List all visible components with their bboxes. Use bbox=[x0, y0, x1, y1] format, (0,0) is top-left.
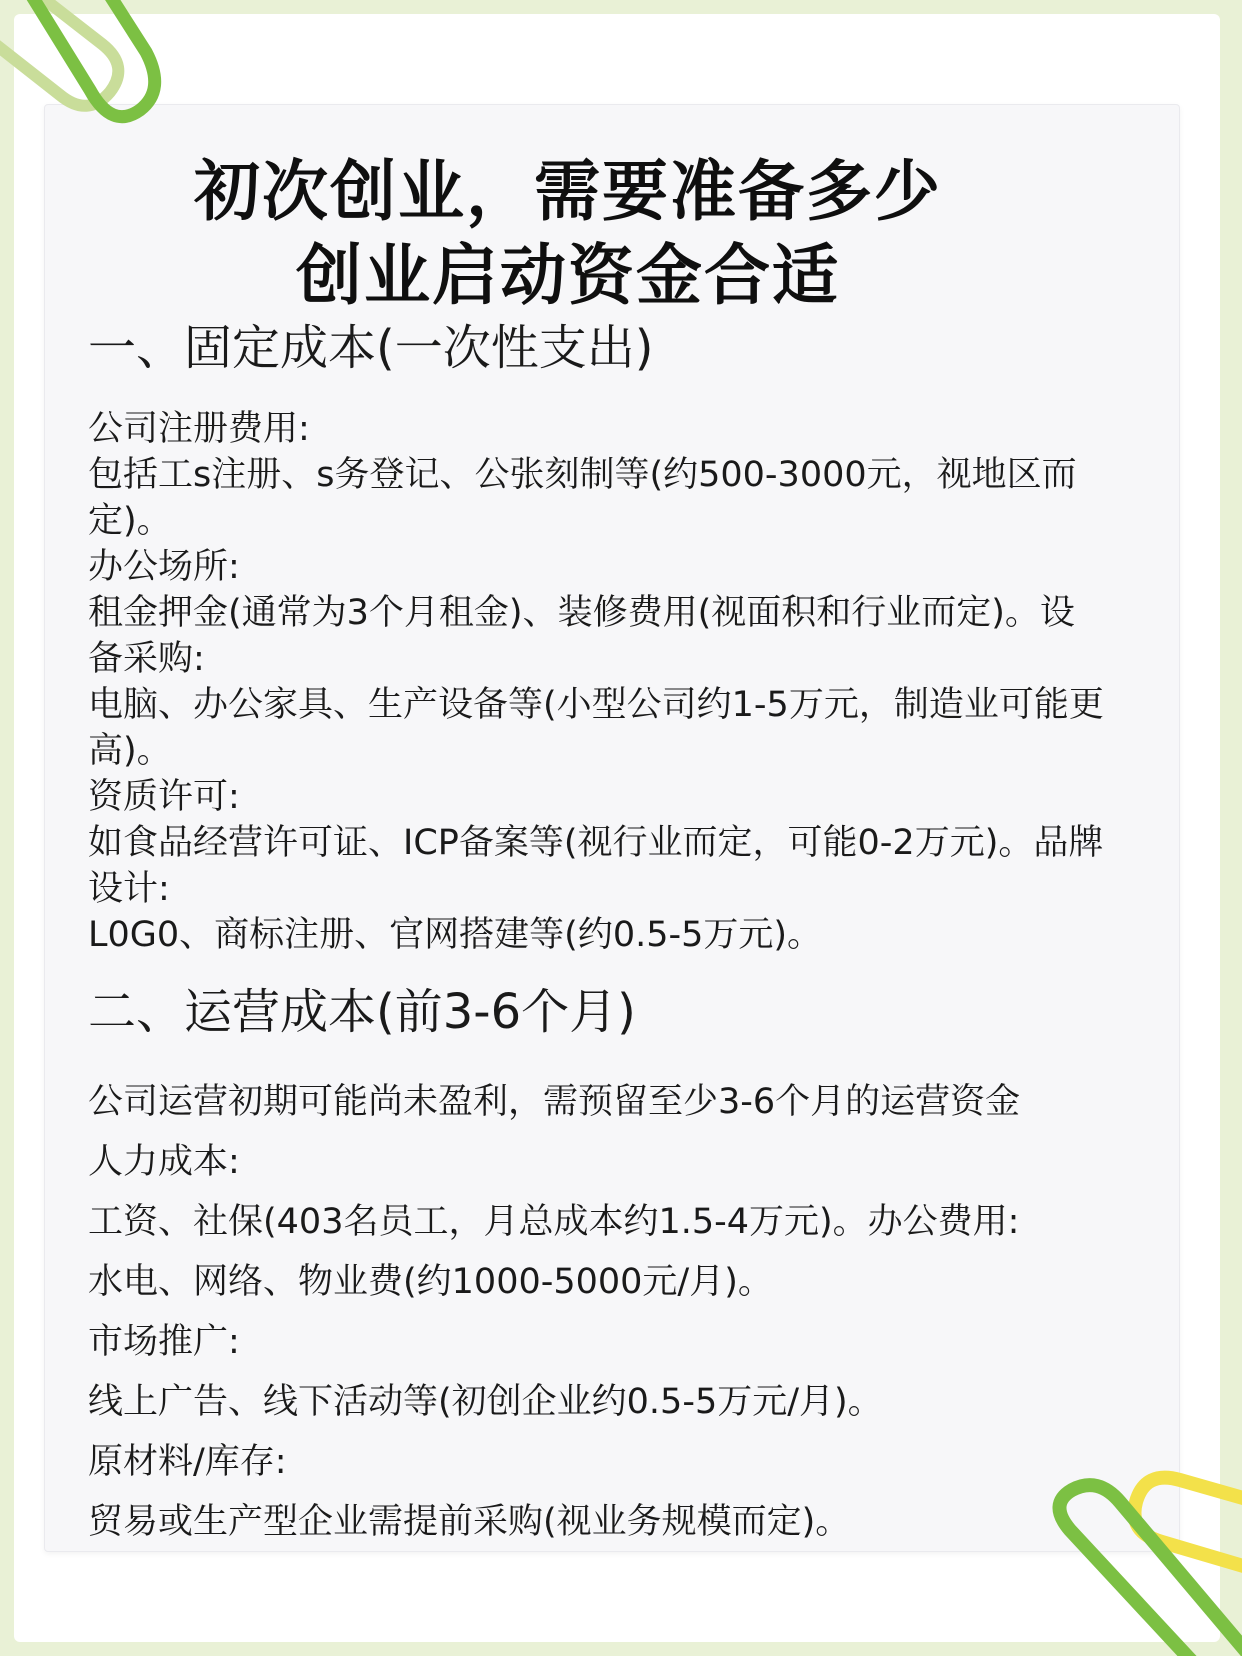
body-line: 原材料/库存: bbox=[88, 1442, 287, 1482]
body-line: 办公场所: bbox=[88, 547, 240, 587]
body-line: 设计: bbox=[88, 869, 170, 909]
title-line-1: 初次创业，需要准备多少 bbox=[194, 153, 942, 230]
body-line: 公司运营初期可能尚未盈利，需预留至少3-6个月的运营资金 bbox=[88, 1082, 1021, 1122]
body-line: 包括工s注册、s务登记、公张刻制等(约500-3000元，视地区而 bbox=[88, 455, 1077, 495]
page-title bbox=[88, 150, 1048, 318]
body-line: 人力成本: bbox=[88, 1142, 240, 1182]
body-line: 租金押金(通常为3个月租金)、装修费用(视面积和行业而定)。设 bbox=[88, 593, 1075, 633]
body-line: 工资、社保(403名员工，月总成本约1.5-4万元)。办公费用: bbox=[88, 1202, 1020, 1242]
operating-costs-body bbox=[88, 1072, 1180, 1552]
fixed-costs-body bbox=[88, 406, 1180, 958]
body-line: 市场推广: bbox=[88, 1322, 240, 1362]
article bbox=[88, 150, 1180, 1552]
section-heading-fixed-costs: 一、固定成本(一次性支出) bbox=[88, 320, 654, 376]
paperclip-top-left-icon bbox=[0, 0, 180, 160]
body-line: 资质许可: bbox=[88, 777, 240, 817]
body-line: 贸易或生产型企业需提前采购(视业务规模而定)。 bbox=[88, 1502, 851, 1542]
body-line: 水电、网络、物业费(约1000-5000元/月)。 bbox=[88, 1262, 773, 1302]
body-line: 公司注册费用: bbox=[88, 409, 310, 449]
body-line: L0G0、商标注册、官网搭建等(约0.5-5万元)。 bbox=[88, 915, 823, 955]
title-line-2: 创业启动资金合适 bbox=[296, 237, 840, 314]
body-line: 电脑、办公家具、生产设备等(小型公司约1-5万元，制造业可能更 bbox=[88, 685, 1104, 725]
body-line: 高)。 bbox=[88, 731, 172, 771]
body-line: 备采购: bbox=[88, 639, 205, 679]
body-line: 如食品经营许可证、ICP备案等(视行业而定，可能0-2万元)。品牌 bbox=[88, 823, 1104, 863]
section-heading-operating-costs: 二、运营成本(前3-6个月) bbox=[88, 984, 636, 1040]
body-line: 线上广告、线下活动等(初创企业约0.5-5万元/月)。 bbox=[88, 1382, 883, 1422]
body-line: 定)。 bbox=[88, 501, 172, 541]
